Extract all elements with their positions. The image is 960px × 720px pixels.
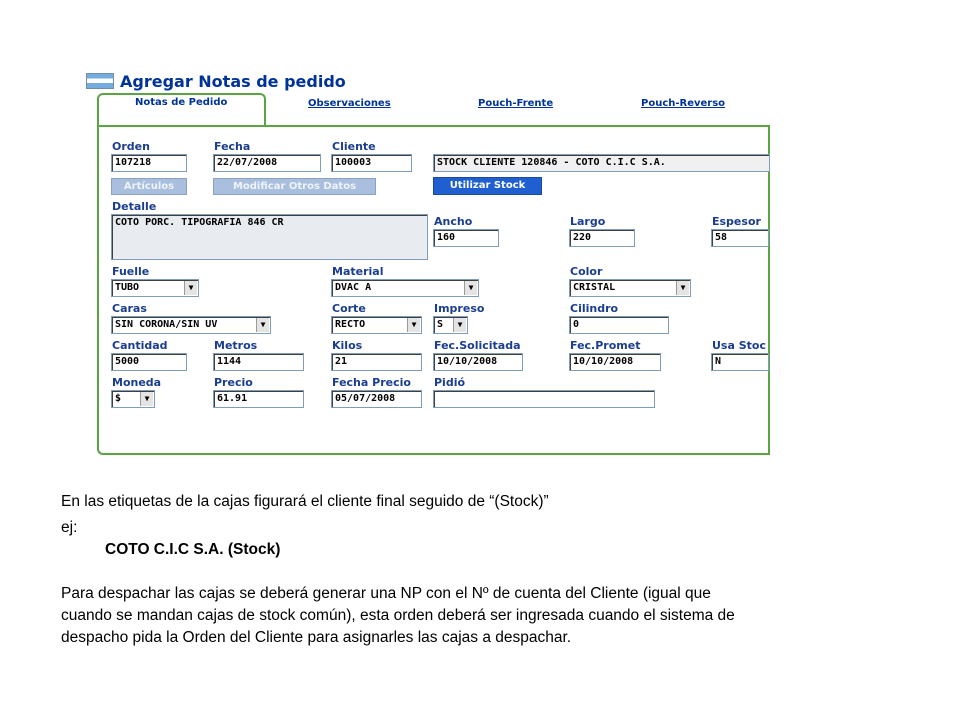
- detalle-label: Detalle: [112, 200, 157, 213]
- material-select[interactable]: [331, 279, 479, 297]
- largo-field[interactable]: 220: [569, 229, 635, 247]
- dropdown-arrow-icon[interactable]: ▼: [256, 318, 269, 332]
- note-line-1: En las etiquetas de la cajas figurará el cliente final seguido de “(Stock)”: [61, 493, 549, 510]
- moneda-select-value: $: [115, 393, 122, 404]
- caras-select-value: SIN CORONA/SIN UV: [115, 319, 218, 330]
- color-select-value: CRISTAL: [573, 282, 616, 293]
- form-panel-right-edge: [768, 125, 770, 455]
- largo-label: Largo: [570, 215, 606, 228]
- dropdown-arrow-icon[interactable]: ▼: [464, 281, 477, 295]
- material-label: Material: [332, 265, 384, 278]
- note-para-line-3: despacho pida la Orden del Cliente para asignarles las cajas a despachar.: [61, 629, 572, 646]
- moneda-select[interactable]: [111, 390, 155, 408]
- fecha-label: Fecha: [214, 140, 251, 153]
- espesor-label: Espesor: [712, 215, 761, 228]
- cantidad-label: Cantidad: [112, 339, 168, 352]
- fuelle-select-value: TUBO: [115, 282, 140, 293]
- caras-select[interactable]: [111, 316, 271, 334]
- moneda-label: Moneda: [112, 376, 162, 389]
- tab-pouch-frente[interactable]: Pouch-Frente: [478, 98, 554, 109]
- metros-field[interactable]: 1144: [213, 353, 304, 371]
- tab-notas-de-pedido[interactable]: [97, 93, 266, 127]
- note-example: COTO C.I.C S.A. (Stock): [105, 541, 281, 558]
- tab-label: Notas de Pedido: [135, 97, 228, 108]
- fec-promet-label: Fec.Promet: [570, 339, 641, 352]
- pidio-label: Pidió: [434, 376, 466, 389]
- detalle-textarea[interactable]: COTO PORC. TIPOGRAFIA 846 CR: [111, 214, 428, 260]
- usa-stock-field[interactable]: N: [711, 353, 769, 371]
- orden-field[interactable]: 107218: [111, 154, 187, 172]
- note-para-line-2: cuando se mandan cajas de stock común), esta orden deberá ser ingresada cuando el sistema de: [61, 607, 735, 624]
- color-select[interactable]: [569, 279, 691, 297]
- cantidad-field[interactable]: 5000: [111, 353, 187, 371]
- cliente-field[interactable]: 100003: [331, 154, 412, 172]
- fec-promet-field[interactable]: 10/10/2008: [569, 353, 661, 371]
- fuelle-label: Fuelle: [112, 265, 150, 278]
- corte-select[interactable]: [331, 316, 422, 334]
- corte-label: Corte: [332, 302, 366, 315]
- kilos-field[interactable]: 21: [331, 353, 422, 371]
- page-title: Agregar Notas de pedido: [120, 72, 346, 91]
- metros-label: Metros: [214, 339, 258, 352]
- impreso-select-value: S: [437, 319, 444, 330]
- dropdown-arrow-icon[interactable]: ▼: [184, 281, 197, 295]
- dropdown-arrow-icon[interactable]: ▼: [407, 318, 420, 332]
- utilizar-stock-button[interactable]: Utilizar Stock: [433, 177, 542, 195]
- caras-label: Caras: [112, 302, 147, 315]
- dropdown-arrow-icon[interactable]: ▼: [453, 318, 466, 332]
- dropdown-arrow-icon[interactable]: ▼: [676, 281, 689, 295]
- fec-solicitada-field[interactable]: 10/10/2008: [433, 353, 523, 371]
- kilos-label: Kilos: [332, 339, 363, 352]
- dropdown-arrow-icon[interactable]: ▼: [140, 392, 153, 406]
- precio-label: Precio: [214, 376, 253, 389]
- cliente-name-field[interactable]: STOCK CLIENTE 120846 - COTO C.I.C S.A.: [433, 154, 770, 172]
- precio-field[interactable]: 61.91: [213, 390, 304, 408]
- cilindro-field[interactable]: 0: [569, 316, 669, 334]
- cilindro-label: Cilindro: [570, 302, 619, 315]
- modificar-otros-datos-button[interactable]: Modificar Otros Datos: [213, 178, 376, 195]
- color-label: Color: [570, 265, 603, 278]
- cliente-label: Cliente: [332, 140, 376, 153]
- ancho-label: Ancho: [434, 215, 473, 228]
- fecha-precio-label: Fecha Precio: [332, 376, 411, 389]
- note-para-line-1: Para despachar las cajas se deberá generar una NP con el Nº de cuenta del Cliente (igual que: [61, 585, 711, 602]
- articulos-button[interactable]: Artículos: [111, 178, 187, 195]
- fecha-precio-field[interactable]: 05/07/2008: [331, 390, 422, 408]
- espesor-field[interactable]: 58: [711, 229, 769, 247]
- usa-stock-label: Usa Stoc: [712, 339, 766, 352]
- fec-solicitada-label: Fec.Solicitada: [434, 339, 521, 352]
- impreso-label: Impreso: [434, 302, 485, 315]
- material-select-value: DVAC A: [335, 282, 372, 293]
- corte-select-value: RECTO: [335, 319, 366, 330]
- tab-pouch-reverso[interactable]: Pouch-Reverso: [641, 98, 726, 109]
- tab-observaciones[interactable]: Observaciones: [308, 98, 391, 109]
- note-line-2: ej:: [61, 519, 78, 536]
- pidio-field[interactable]: [433, 390, 655, 408]
- orden-label: Orden: [112, 140, 150, 153]
- argentina-flag-icon: [86, 73, 114, 89]
- fecha-field[interactable]: 22/07/2008: [213, 154, 321, 172]
- ancho-field[interactable]: 160: [433, 229, 499, 247]
- fuelle-select[interactable]: [111, 279, 199, 297]
- impreso-select[interactable]: [433, 316, 468, 334]
